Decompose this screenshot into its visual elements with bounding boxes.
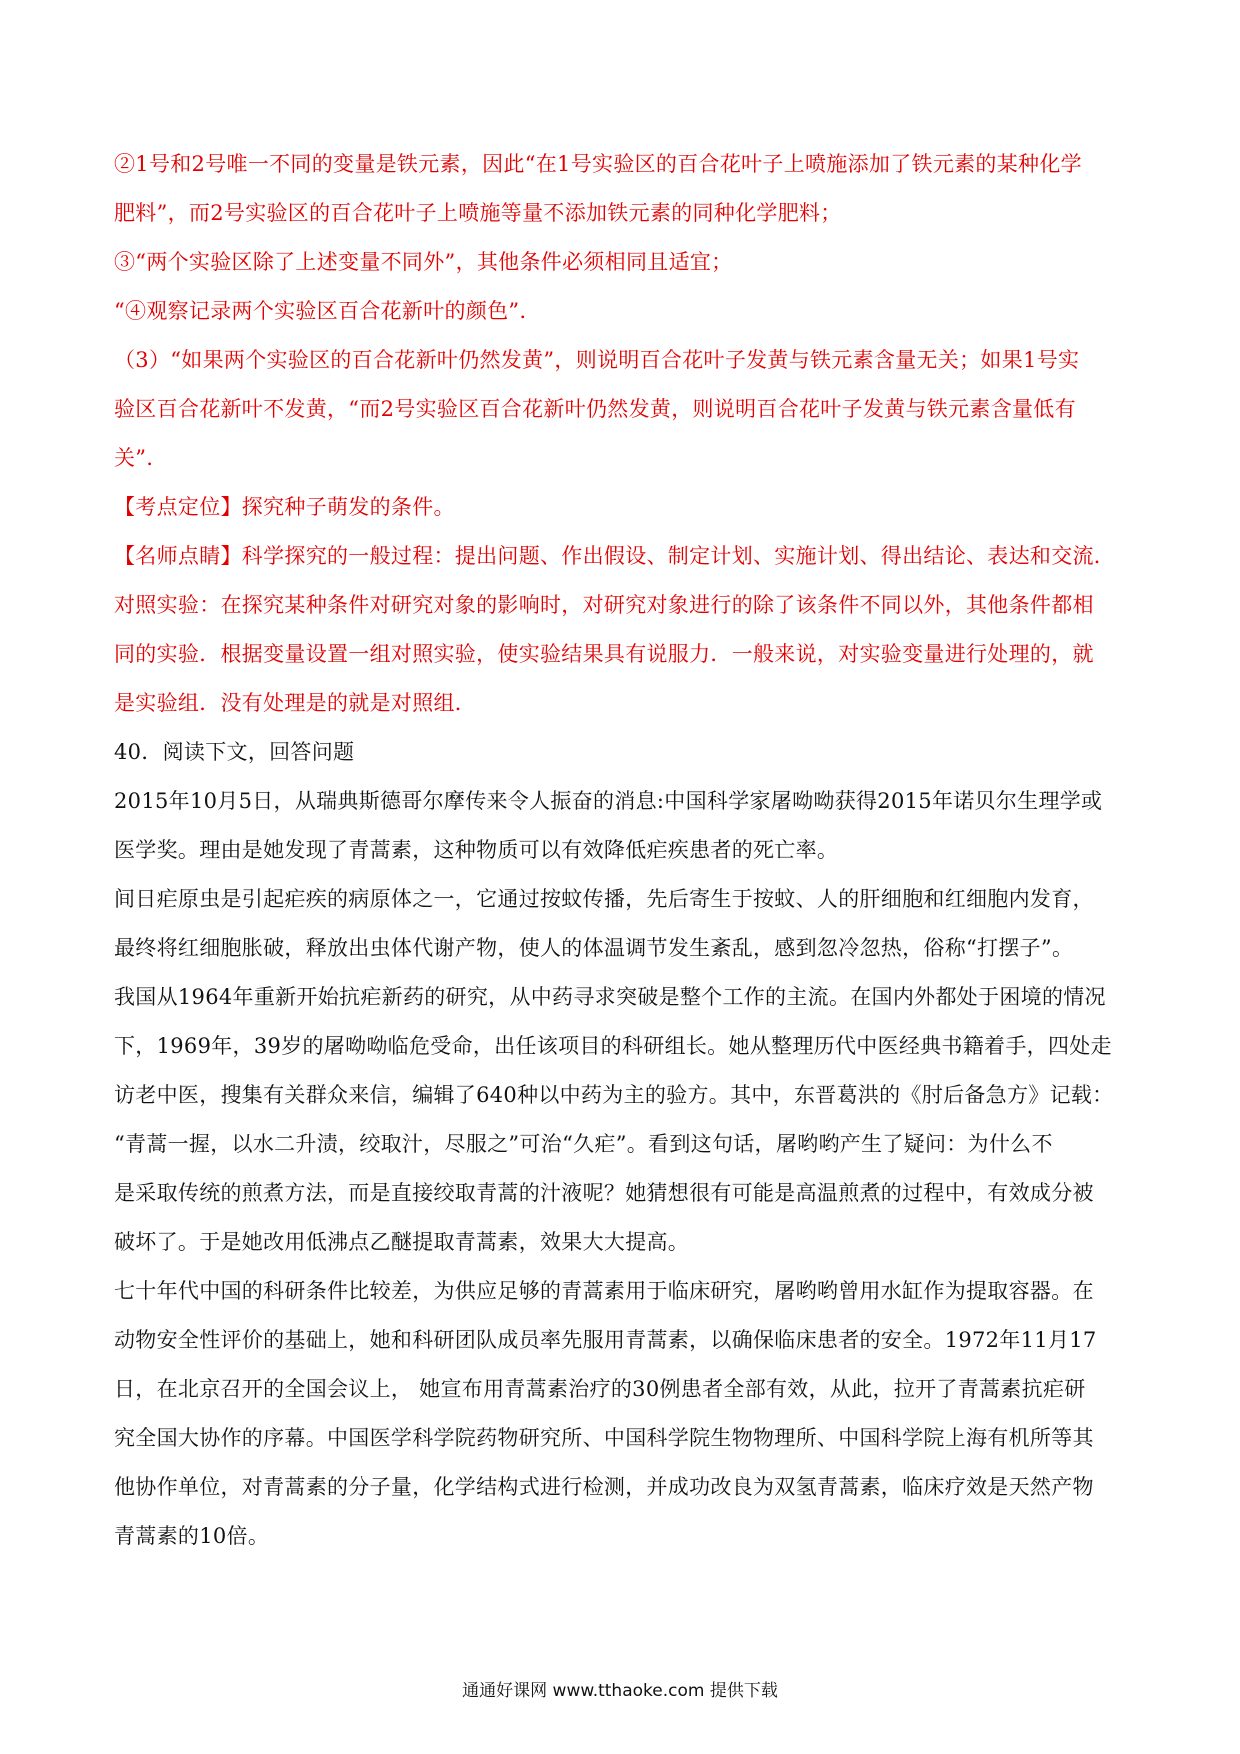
teacher-comment-line: 是实验组．没有处理是的就是对照组． (114, 691, 477, 715)
passage-line: 最终将红细胞胀破，释放出虫体代谢产物，使人的体温调节发生紊乱，感到忽冷忽热，俗称“打摆子”。 (114, 936, 1074, 960)
test-point-line: 【考点定位】探究种子萌发的条件。 (114, 495, 455, 519)
question-heading: 40．阅读下文，回答问题 (114, 740, 355, 764)
answer-line: ③“两个实验区除了上述变量不同外”，其他条件必须相同且适宜； (114, 250, 733, 274)
answer-section (114, 150, 1134, 717)
passage-line: 2015年10月5日，从瑞典斯德哥尔摩传来令人振奋的消息:中国科学家屠呦呦获得2015年诺贝尔生理学或 (114, 789, 1103, 813)
page-footer: 通通好课网 www.tthaoke.com 提供下载 (462, 1681, 778, 1701)
passage-line: 破坏了。于是她改用低沸点乙醚提取青蒿素，效果大大提高。 (114, 1230, 690, 1254)
passage-line: “青蒿一握，以水二升渍，绞取汁，尽服之”可治“久疟”。看到这句话，屠哟哟产生了疑问：为什么不 (114, 1132, 1053, 1156)
question-section (114, 738, 1134, 1550)
passage-line: 我国从1964年重新开始抗疟新药的研究，从中药寻求突破是整个工作的主流。在国内外都处于困境的情况 (114, 985, 1106, 1009)
passage-line: 日，在北京召开的全国会议上， 她宣布用青蒿素治疗的30例患者全部有效，从此，拉开了青蒿素抗疟研 (114, 1377, 1086, 1401)
teacher-comment-line: 【名师点睛】科学探究的一般过程：提出问题、作出假设、制定计划、实施计划、得出结论、表达和交流． (114, 544, 1116, 568)
teacher-comment-line: 同的实验．根据变量设置一组对照实验，使实验结果具有说服力．一般来说，对实验变量进行处理的，就 (114, 642, 1094, 666)
passage-line: 是采取传统的煎煮方法，而是直接绞取青蒿的汁液呢？她猜想很有可能是高温煎煮的过程中，有效成分被 (114, 1181, 1094, 1205)
passage-line: 访老中医，搜集有关群众来信，编辑了640种以中药为主的验方。其中，东晋葛洪的《肘后备急方》记载： (114, 1083, 1114, 1107)
answer-line: 关”． (114, 446, 168, 470)
passage-line: 医学奖。理由是她发现了青蒿素，这种物质可以有效降低疟疾患者的死亡率。 (114, 838, 839, 862)
passage-line: 青蒿素的10倍。 (114, 1524, 270, 1548)
answer-line: 肥料”，而2号实验区的百合花叶子上喷施等量不添加铁元素的同种化学肥料； (114, 201, 842, 225)
answer-line: 验区百合花新叶不发黄，“而2号实验区百合花新叶仍然发黄，则说明百合花叶子发黄与铁元素含量低有 (114, 397, 1076, 421)
teacher-comment-line: 对照实验：在探究某种条件对研究对象的影响时，对研究对象进行的除了该条件不同以外，其他条件都相 (114, 593, 1094, 617)
document-page (114, 150, 1134, 1571)
passage-line: 究全国大协作的序幕。中国医学科学院药物研究所、中国科学院生物物理所、中国科学院上海有机所等其 (114, 1426, 1094, 1450)
passage-line: 间日疟原虫是引起疟疾的病原体之一，它通过按蚊传播，先后寄生于按蚊、人的肝细胞和红细胞内发育， (114, 887, 1094, 911)
passage-line: 他协作单位，对青蒿素的分子量，化学结构式进行检测，并成功改良为双氢青蒿素，临床疗效是天然产物 (114, 1475, 1094, 1499)
answer-line: “④观察记录两个实验区百合花新叶的颜色”． (114, 299, 541, 323)
passage-line: 下，1969年，39岁的屠呦呦临危受命，出任该项目的科研组长。她从整理历代中医经典书籍着手，四处走 (114, 1034, 1112, 1058)
passage-line: 七十年代中国的科研条件比较差，为供应足够的青蒿素用于临床研究，屠哟哟曾用水缸作为提取容器。在 (114, 1279, 1094, 1303)
passage-line: 动物安全性评价的基础上，她和科研团队成员率先服用青蒿素，以确保临床患者的安全。1972年11月17 (114, 1328, 1097, 1352)
answer-line: （3）“如果两个实验区的百合花新叶仍然发黄”，则说明百合花叶子发黄与铁元素含量无关；如果1号实 (114, 348, 1080, 372)
answer-line: ②1号和2号唯一不同的变量是铁元素，因此“在1号实验区的百合花叶子上喷施添加了铁元素的某种化学 (114, 152, 1082, 176)
